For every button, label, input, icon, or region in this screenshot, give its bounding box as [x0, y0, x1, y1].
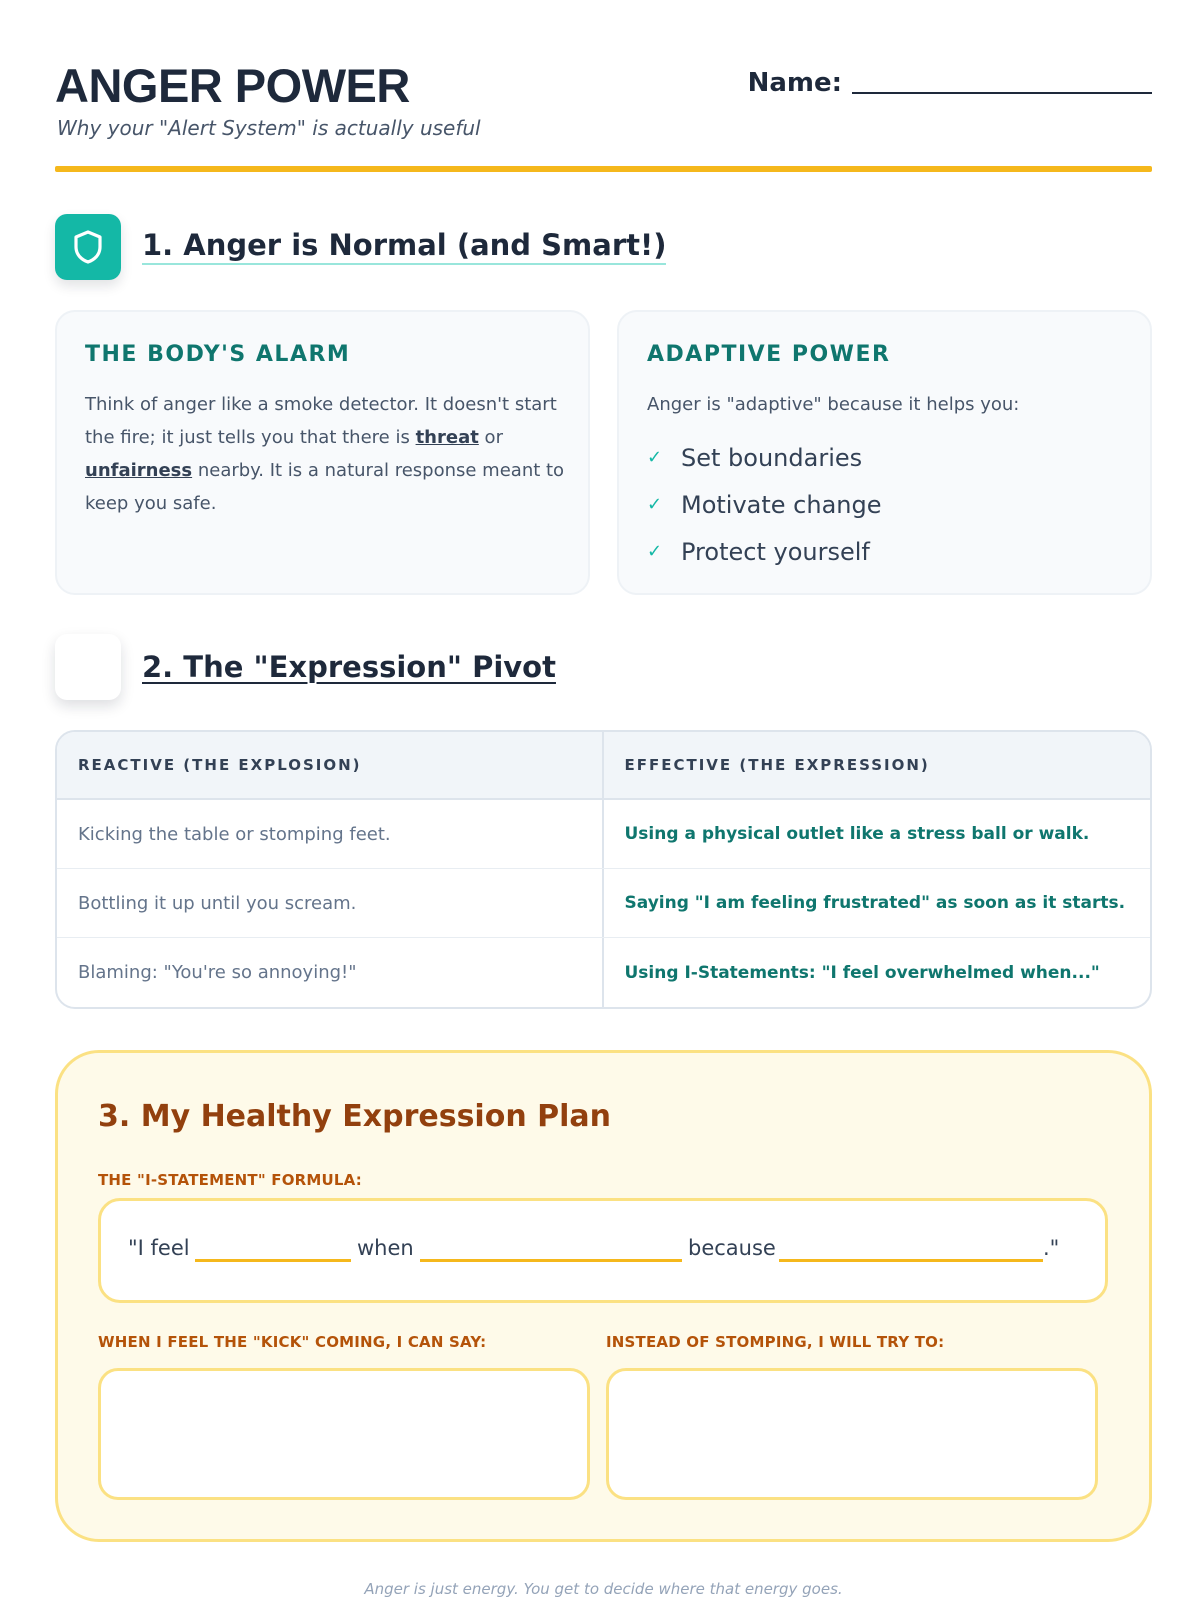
list-item-label: Motivate change: [681, 490, 882, 519]
check-icon: ✓: [647, 494, 663, 515]
section-1-heading: [55, 214, 1152, 280]
section-1-title: 1. Anger is Normal (and Smart!): [142, 228, 666, 265]
table-row: [57, 938, 1150, 1007]
header: [55, 56, 1152, 174]
table-cell-effective: Using a physical outlet like a stress ball or walk.: [624, 824, 1090, 844]
table-header-effective: EFFECTIVE (THE EXPRESSION): [624, 756, 930, 774]
footer-quote: Anger is just energy. You get to decide where that energy goes.: [364, 1580, 843, 1598]
shield-icon: [55, 214, 121, 280]
card-adaptive-power-heading: ADAPTIVE POWER: [647, 342, 891, 367]
card-bodys-alarm: [55, 310, 590, 595]
table-cell-reactive: Kicking the table or stomping feet.: [57, 800, 604, 868]
emphasis-unfairness: unfairness: [85, 460, 193, 481]
formula-part-end: .": [1043, 1236, 1060, 1260]
formula-part-when: when: [357, 1236, 414, 1260]
formula-blank-because[interactable]: [779, 1259, 1043, 1262]
worksheet-page: [55, 0, 1152, 1600]
try-answer-box[interactable]: [606, 1368, 1098, 1500]
alarm-text-part: or: [478, 427, 503, 448]
page-title: ANGER POWER: [55, 59, 410, 112]
card-bodys-alarm-text: [85, 388, 565, 520]
alarm-text-part: Think of anger like a smoke detector. It doesn't start the fire; it just tells you that there is: [85, 394, 557, 448]
section-3-title: 3. My Healthy Expression Plan: [98, 1099, 611, 1134]
name-label: Name:: [747, 68, 842, 98]
list-item: [647, 528, 882, 575]
card-adaptive-power-intro: Anger is "adaptive" because it helps you:: [647, 394, 1020, 415]
list-item-label: Set boundaries: [681, 443, 863, 472]
table-header-reactive: REACTIVE (THE EXPLOSION): [57, 732, 604, 798]
check-icon: ✓: [647, 541, 663, 562]
card-adaptive-power: [617, 310, 1152, 595]
section-2-title: 2. The "Expression" Pivot: [142, 650, 556, 684]
page-subtitle: Why your "Alert System" is actually useful: [57, 116, 481, 140]
formula-part-because: because: [688, 1236, 776, 1260]
expression-comparison-table: [55, 730, 1152, 1009]
formula-blank-when[interactable]: [420, 1259, 682, 1262]
adaptive-benefits-list: [647, 434, 882, 575]
name-field: [748, 66, 1152, 98]
i-statement-formula: [98, 1198, 1108, 1303]
table-cell-effective: Saying "I am feeling frustrated" as soon as it starts.: [624, 893, 1126, 913]
table-cell-reactive: Bottling it up until you scream.: [57, 869, 604, 937]
table-row: [57, 800, 1150, 869]
formula-part-i-feel: "I feel: [128, 1236, 190, 1260]
list-item: [647, 434, 882, 481]
section-2-heading: [55, 634, 1152, 700]
try-label: INSTEAD OF STOMPING, I WILL TRY TO:: [606, 1333, 945, 1351]
formula-blank-feeling[interactable]: [195, 1259, 351, 1262]
say-label: WHEN I FEEL THE "KICK" COMING, I CAN SAY:: [98, 1333, 487, 1351]
header-divider: [55, 166, 1152, 172]
formula-label: THE "I-STATEMENT" FORMULA:: [98, 1171, 362, 1189]
name-blank-line[interactable]: [852, 66, 1152, 94]
say-answer-box[interactable]: [98, 1368, 590, 1500]
alarm-text-part: nearby. It is a natural response meant to keep you safe.: [85, 460, 565, 514]
table-cell-reactive: Blaming: "You're so annoying!": [57, 938, 604, 1007]
table-header-row: [57, 732, 1150, 800]
expression-plan-box: [55, 1050, 1152, 1542]
table-cell-effective: Using I-Statements: "I feel overwhelmed when...": [624, 962, 1100, 983]
table-row: [57, 869, 1150, 938]
card-bodys-alarm-heading: THE BODY'S ALARM: [85, 342, 351, 367]
emphasis-threat: threat: [415, 427, 479, 448]
check-icon: ✓: [647, 447, 663, 468]
list-item: [647, 481, 882, 528]
list-item-label: Protect yourself: [681, 537, 870, 566]
blank-icon-tile: [55, 634, 121, 700]
